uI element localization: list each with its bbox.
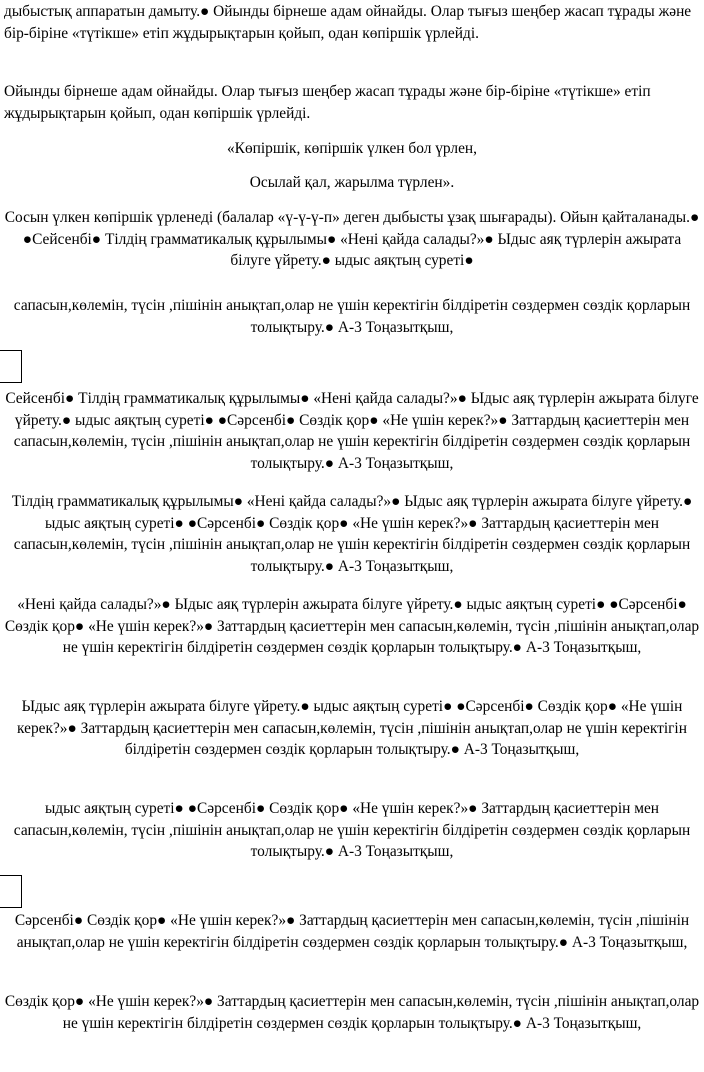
paragraph-wednesday: Сәрсенбі● Сөздік қор● «Не үшін керек?»● Заттардың қасиеттерін мен сапасын,көлемін, түсін ,пішінін анықтап,олар не үшін керектігін білдіретін сөздермен сөздік қорларын толықтыру.● А-3 Тоңазытқыш, — [14, 912, 690, 951]
paragraph-tuesday: Сейсенбі● Тілдің грамматикалық құрылымы● «Нені қайда салады?»● Ыдыс аяқ түрлерін ажырата білуге үйрету.● ыдыс аяқтың суреті● ●Сәрсенбі● Сөздік қор● «Не үшін керек?»● Заттардың қасиеттерін мен сапасын,көлемін, түсін ,пішінін анықтап,олар не үшін керектігін білдіретін сөздермен сөздік қорларын толықтыру.● А-3 Тоңазытқыш, — [5, 390, 699, 472]
paragraph-vocabulary: сапасын,көлемін, түсін ,пішінін анықтап,олар не үшін керектігін білдіретін сөздермен сөздік қорларын толықтыру.● А-3 Тоңазытқыш, — [13, 297, 691, 336]
paragraph-game-repeat: Сосын үлкен көпіршік үрленеді (балалар «ү-ү-ү-п» деген дыбысты ұзақ шығарады). Ойын қайталанады.● ●Сейсенбі● Тілдің грамматикалық құрылымы● «Нені қайда салады?»● Ыдыс аяқ түрлерін ажырата білуге үйрету.● ыдыс аяқтың суреті● — [4, 209, 700, 269]
paragraph-vocabulary-why: Сөздік қор● «Не үшін керек?»● Заттардың қасиеттерін мен сапасын,көлемін, түсін ,пішінін анықтап,олар не үшін керектігін білдіретін сөздермен сөздік қорларын толықтыру.● А-3 Тоңазытқыш, — [4, 993, 700, 1032]
paragraph-intro: дыбыстық аппаратын дамыту.● Ойынды бірнеше адам ойнайды. Олар тығыз шеңбер жасап тұрады және бір-біріне «түтікше» етіп жұдырықтарын қойып, одан көпіршік үрлейді. — [4, 3, 692, 42]
empty-box — [0, 875, 22, 908]
paragraph-where-put: «Нені қайда салады?»● Ыдыс аяқ түрлерін ажырата білуге үйрету.● ыдыс аяқтың суреті● ●Сәрсенбі● Сөздік қор● «Не үшін керек?»● Заттардың қасиеттерін мен сапасын,көлемін, түсін ,пішінін анықтап,олар не үшін керектігін білдіретін сөздермен сөздік қорларын толықтыру.● А-3 Тоңазытқыш, — [4, 596, 700, 656]
paragraph-dish-picture: ыдыс аяқтың суреті● ●Сәрсенбі● Сөздік қор● «Не үшін керек?»● Заттардың қасиеттерін мен сапасын,көлемін, түсін ,пішінін анықтап,олар не үшін керектігін білдіретін сөздермен сөздік қорларын толықтыру.● А-3 Тоңазытқыш, — [13, 800, 691, 860]
poem-line-1: «Көпіршік, көпіршік үлкен бол үрлен, — [226, 140, 477, 157]
paragraph-dishes: Ыдыс аяқ түрлерін ажырата білуге үйрету.● ыдыс аяқтың суреті● ●Сәрсенбі● Сөздік қор● «Не үшін керек?»● Заттардың қасиеттерін мен сапасын,көлемін, түсін ,пішінін анықтап,олар не үшін керектігін білдіретін сөздермен сөздік қорларын толықтыру.● А-3 Тоңазытқыш, — [17, 698, 687, 758]
paragraph-grammar: Тілдің грамматикалық құрылымы● «Нені қайда салады?»● Ыдыс аяқ түрлерін ажырата білуге үйрету.● ыдыс аяқтың суреті● ●Сәрсенбі● Сөздік қор● «Не үшін керек?»● Заттардың қасиеттерін мен сапасын,көлемін, түсін ,пішінін анықтап,олар не үшін керектігін білдіретін сөздермен сөздік қорларын толықтыру.● А-3 Тоңазытқыш, — [11, 493, 693, 575]
empty-box — [0, 350, 22, 383]
paragraph-game-description: Ойынды бірнеше адам ойнайды. Олар тығыз шеңбер жасап тұрады және бір-біріне «түтікше» етіп жұдырықтарын қойып, одан көпіршік үрлейді. — [4, 83, 651, 122]
poem-line-2: Осылай қал, жарылма түрлен». — [249, 174, 455, 191]
